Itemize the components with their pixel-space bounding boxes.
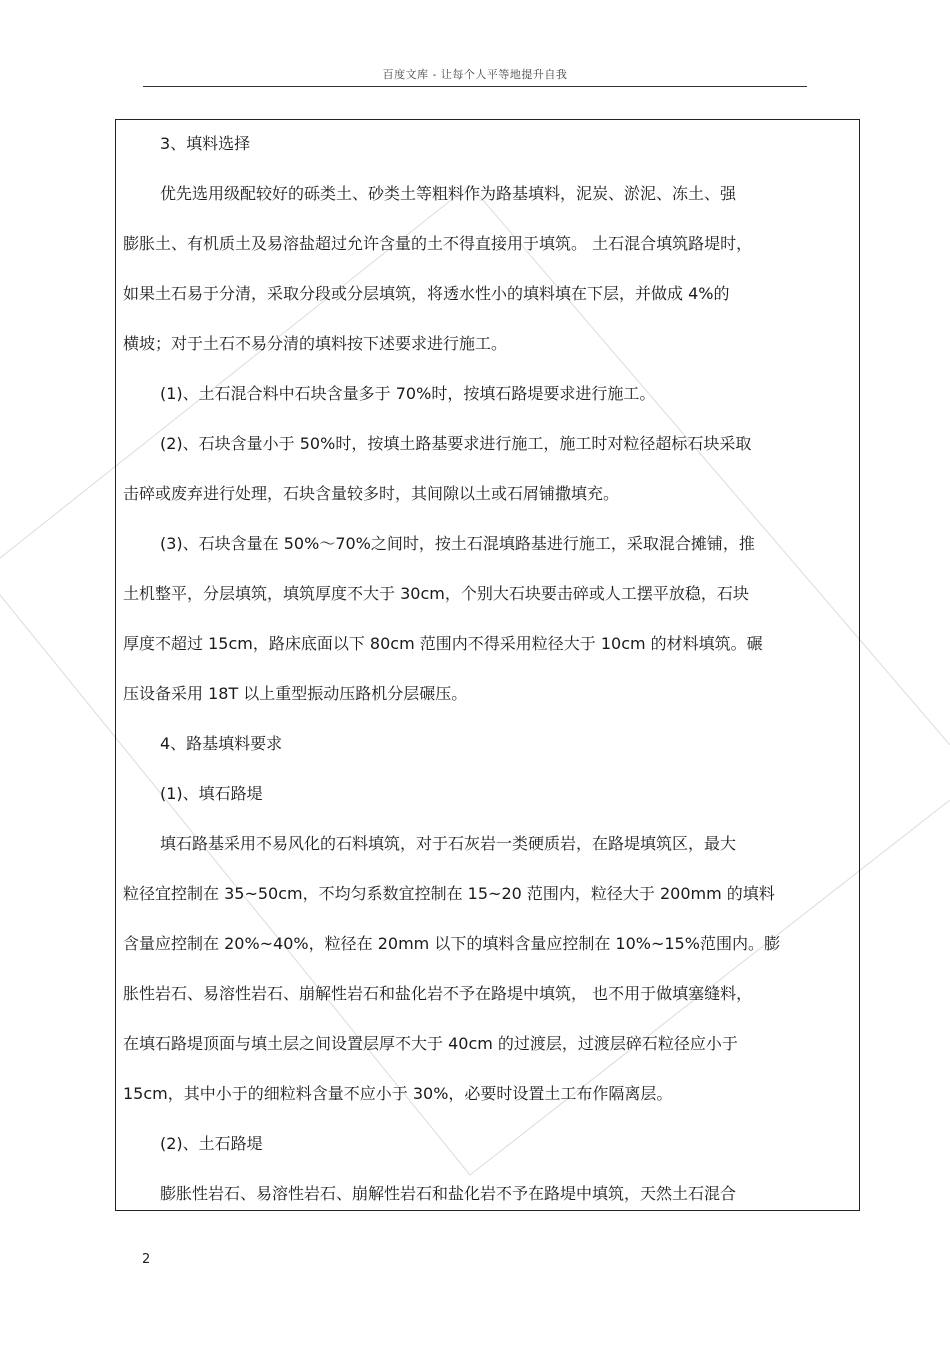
header-divider [143, 86, 807, 87]
text-line: 如果土石易于分清，采取分段或分层填筑，将透水性小的填料填在下层，并做成 4%的 [123, 284, 730, 303]
text-line: 含量应控制在 20%~40%，粒径在 20mm 以下的填料含量应控制在 10%~15%范围内。膨 [123, 934, 780, 953]
page-header: 百度文库 - 让每个人平等地提升自我 [382, 68, 568, 81]
text-line: (2)、石块含量小于 50%时，按填土路基要求进行施工，施工时对粒径超标石块采取 [160, 434, 752, 453]
subsection-heading: (1)、填石路堤 [160, 784, 263, 803]
text-line: 压设备采用 18T 以上重型振动压路机分层碾压。 [123, 684, 468, 703]
text-line: 横坡；对于土石不易分清的填料按下述要求进行施工。 [123, 334, 508, 353]
text-line: (1)、土石混合料中石块含量多于 70%时，按填石路堤要求进行施工。 [160, 384, 656, 403]
text-line: 击碎或废弃进行处理，石块含量较多时，其间隙以土或石屑铺撒填充。 [123, 484, 620, 503]
text-line: 填石路基采用不易风化的石料填筑，对于石灰岩一类硬质岩，在路堤填筑区，最大 [160, 834, 737, 853]
section-heading: 3、填料选择 [160, 134, 251, 153]
text-line: 膨胀性岩石、易溶性岩石、崩解性岩石和盐化岩不予在路堤中填筑，天然土石混合 [160, 1184, 737, 1203]
text-line: 胀性岩石、易溶性岩石、崩解性岩石和盐化岩不予在路堤中填筑， 也不用于做填塞缝料， [123, 984, 753, 1003]
text-line: 优先选用级配较好的砾类土、砂类土等粗料作为路基填料，泥炭、淤泥、冻土、强 [160, 184, 737, 203]
text-line: 15cm，其中小于的细粒料含量不应小于 30%，必要时设置土工布作隔离层。 [123, 1084, 673, 1103]
text-line: 膨胀土、有机质土及易溶盐超过允许含量的土不得直接用于填筑。 土石混合填筑路堤时， [123, 234, 753, 253]
text-line: 厚度不超过 15cm，路床底面以下 80cm 范围内不得采用粒径大于 10cm 的材料填筑。碾 [123, 634, 763, 653]
text-line: 在填石路堤顶面与填土层之间设置层厚不大于 40cm 的过渡层，过渡层碎石粒径应小于 [123, 1034, 738, 1053]
text-line: (3)、石块含量在 50%～70%之间时，按土石混填路基进行施工，采取混合摊铺，推 [160, 534, 755, 553]
text-line: 土机整平，分层填筑，填筑厚度不大于 30cm，个别大石块要击碎或人工摆平放稳，石块 [123, 584, 749, 603]
text-line: 粒径宜控制在 35~50cm，不均匀系数宜控制在 15~20 范围内，粒径大于 200mm 的填料 [123, 884, 775, 903]
section-heading: 4、路基填料要求 [160, 734, 283, 753]
page-number: 2 [142, 1252, 151, 1267]
subsection-heading: (2)、土石路堤 [160, 1134, 263, 1153]
